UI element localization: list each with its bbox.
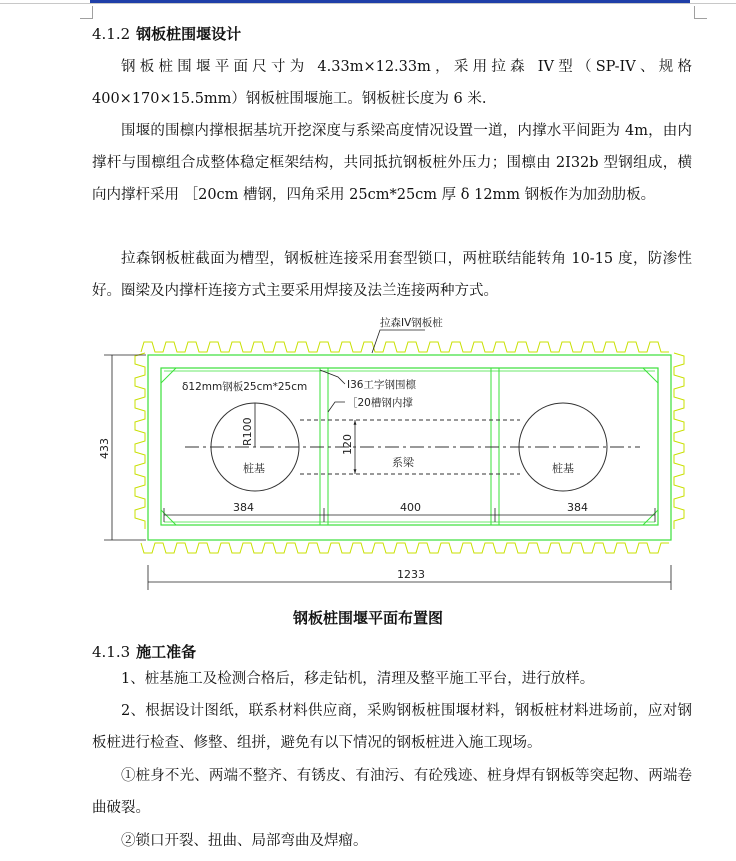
- sheet-pile-label: 拉森IV钢板桩: [380, 317, 443, 329]
- sheet-pile-top-row: [141, 342, 669, 352]
- strut-label: ［20槽钢内撑: [347, 397, 413, 409]
- section-number: 4.1.3: [92, 643, 131, 661]
- paragraph-bracing: 围堰的围檩内撑根据基坑开挖深度与系梁高度情况设置一道，内撑水平间距为 4m，由内撑杆与围檩组合成整体稳定框架结构，共同抵抗钢板桩外压力；围檩由 2I32b 型钢组成，横向内撑杆采用 ［20cm 槽钢，四角采用 25cm*25cm 厚 δ 12mm 钢板作为加劲肋板。: [92, 123, 692, 203]
- sheet-pile-right-column: [674, 353, 684, 529]
- dim-left-label: 384: [233, 501, 254, 514]
- paragraph-step-2: 2、根据设计图纸，联系材料供应商，采购钢板桩围堰材料，钢板桩材料进场前，应对钢板桩进行检查、修整、组拼，避免有以下情况的钢板桩进入施工现场。: [92, 703, 692, 751]
- section-heading-4-1-3: [92, 641, 196, 663]
- strut-right: [491, 368, 499, 525]
- plate-label: δ12mm钢板25cm*25cm: [182, 381, 308, 393]
- dim-120-label: 120: [341, 434, 354, 455]
- dim-total-label: 1233: [397, 568, 425, 581]
- section-number: 4.1.2: [92, 25, 131, 43]
- dim-right-label: 384: [567, 501, 588, 514]
- pile-right-label: 桩基: [552, 462, 574, 475]
- sheet-pile-left-column: [135, 353, 145, 529]
- paragraph-defect-2: ②锁口开裂、扭曲、局部弯曲及焊瘤。: [121, 833, 368, 849]
- section-title: 钢板桩围堰设计: [136, 25, 242, 43]
- paragraph-dimensions: 钢板桩围堰平面尺寸为 4.33m×12.33m，采用拉森 IV型（SP-IV、规格 400×170×15.5mm）钢板桩围堰施工。钢板桩长度为 6 米.: [92, 59, 692, 107]
- section-title: 施工准备: [136, 643, 197, 661]
- dim-height-label: 433: [98, 438, 111, 459]
- waler-label: Ⅰ36工字钢围檩: [347, 379, 416, 391]
- radius-label: R100: [241, 417, 254, 446]
- figure-caption: 钢板桩围堰平面布置图: [292, 609, 443, 627]
- tie-beam-label: 系梁: [392, 456, 414, 469]
- paragraph-defect-1: ①桩身不光、两端不整齐、有锈皮、有油污、有砼残迹、桩身焊有钢板等突起物、两端卷曲破裂。: [92, 768, 692, 816]
- pile-left-label: 桩基: [243, 462, 265, 475]
- waler-leader: [320, 370, 345, 384]
- paragraph-step-1: 1、桩基施工及检测合格后，移走钻机，清理及整平施工平台，进行放样。: [121, 671, 595, 687]
- strut-leader: [328, 402, 345, 412]
- sheet-pile-bottom-row: [141, 543, 669, 553]
- strut-left: [320, 368, 328, 525]
- sheet-pile-leader: [372, 330, 425, 353]
- paragraph-pile-section: 拉森钢板桩截面为槽型，钢板桩连接采用套型锁口，两桩联结能转角 10-15 度，防渗性好。圈梁及内撑杆连接方式主要采用焊接及法兰连接两种方式。: [92, 251, 692, 299]
- dim-mid-label: 400: [400, 501, 421, 514]
